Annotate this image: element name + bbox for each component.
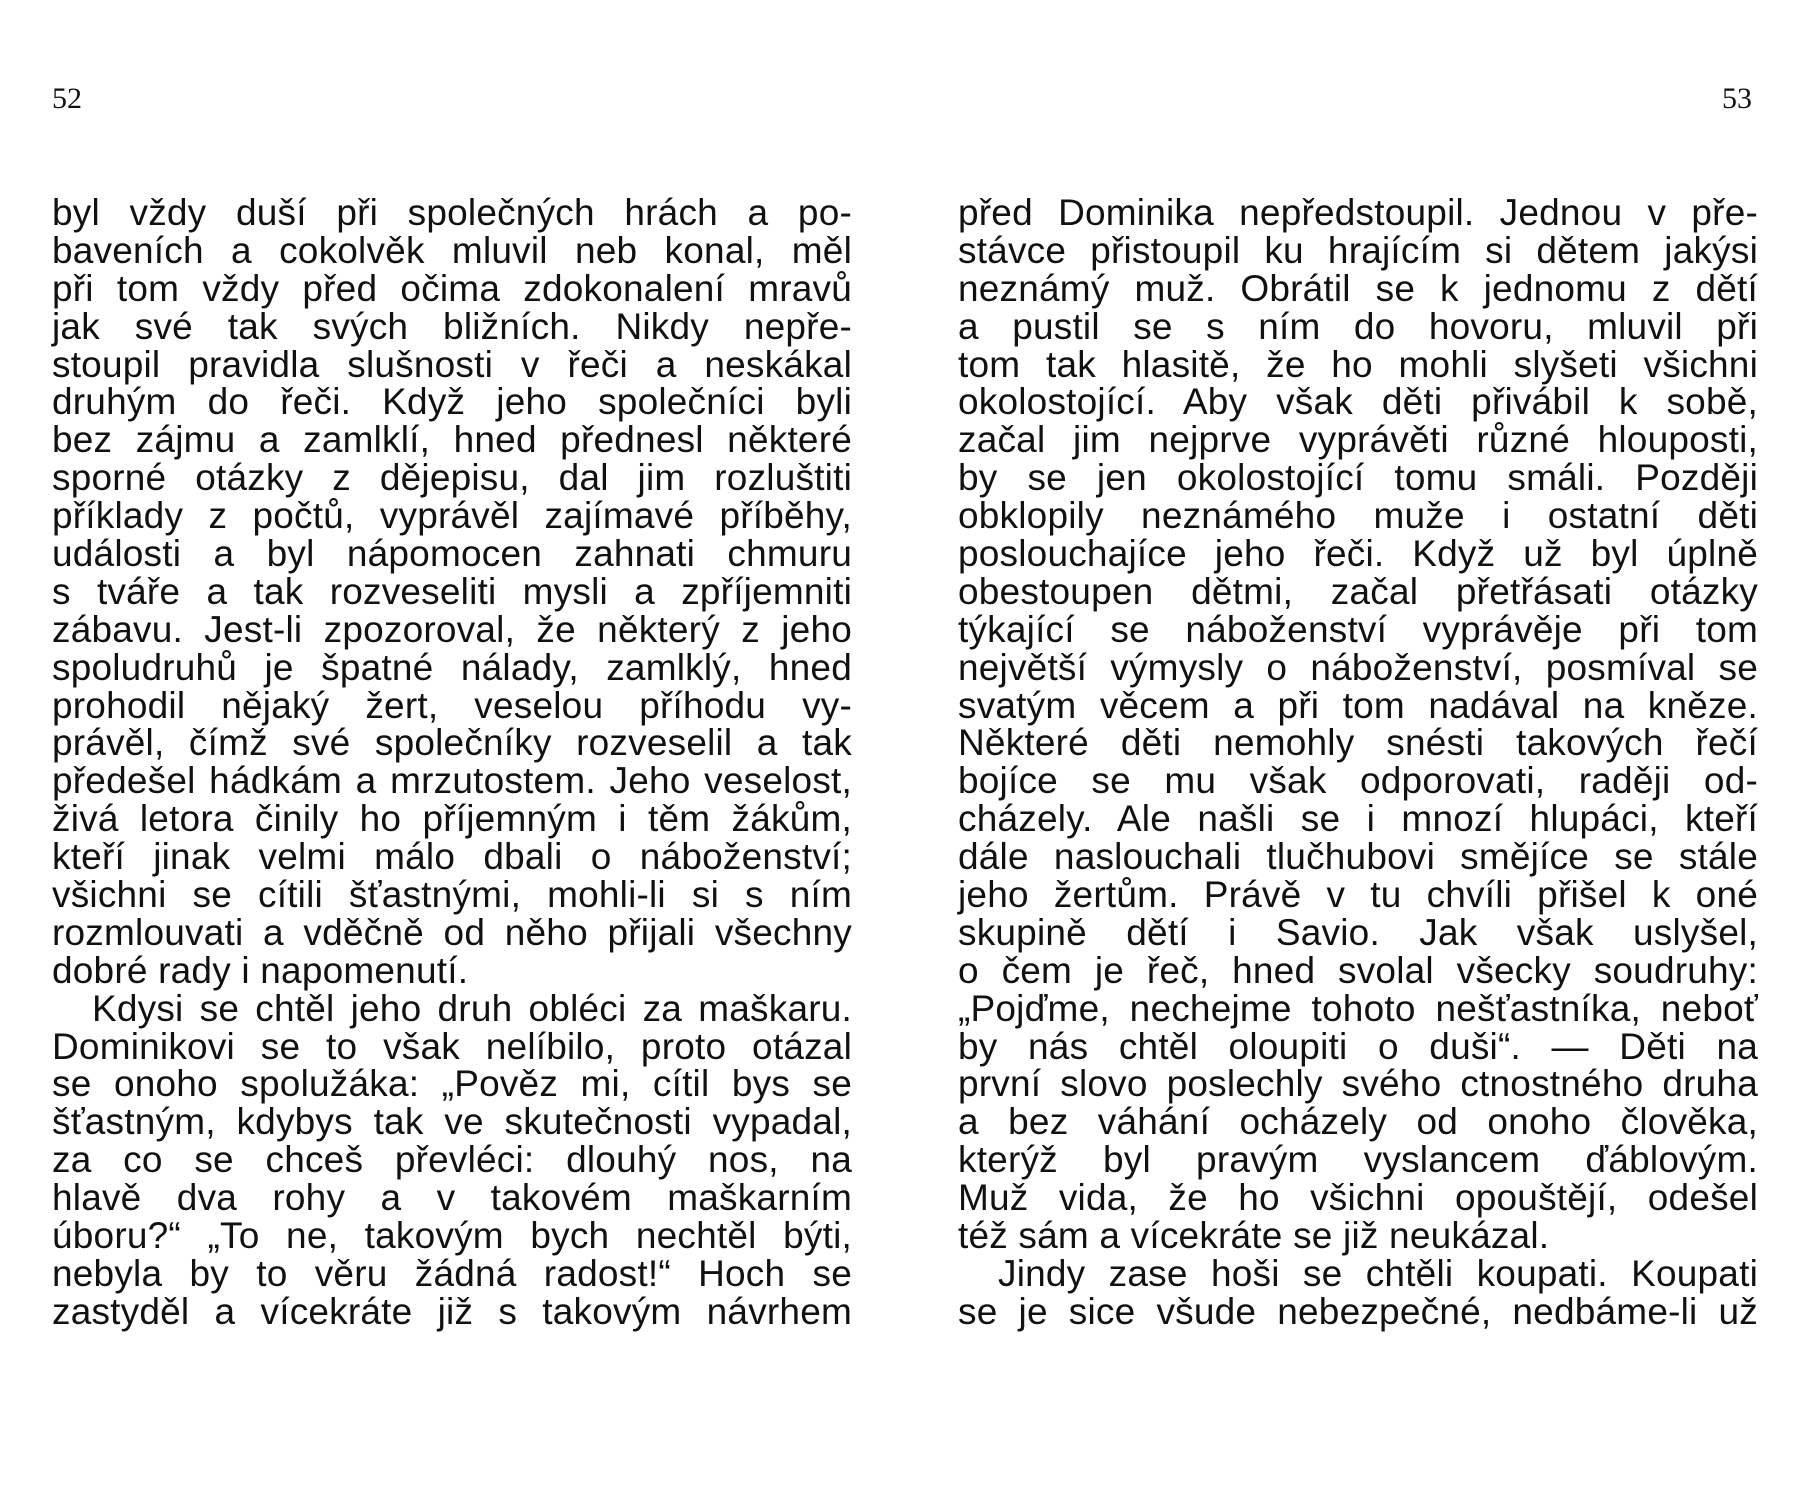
text-line: tom tak hlasitě, že ho mohli slyšeti všichni bbox=[958, 343, 1758, 385]
text-line: události a byl nápomocen zahnati chmuru bbox=[52, 533, 852, 575]
text-line: právěl, čímž své společníky rozveselil a tak bbox=[52, 722, 852, 764]
text-line: první slovo poslechly svého ctnostného druha bbox=[958, 1063, 1758, 1105]
text-line: Některé děti nemohly snésti takových řečí bbox=[958, 722, 1758, 764]
text-line: stoupil pravidla slušnosti v řeči a neskákal bbox=[52, 343, 852, 385]
left-page-text bbox=[52, 194, 852, 1331]
text-line: jeho žertům. Právě v tu chvíli přišel k oné bbox=[958, 874, 1758, 916]
text-line: jak své tak svých bližních. Nikdy nepře- bbox=[52, 305, 852, 347]
text-line: zastyděl a vícekráte již s takovým návrhem bbox=[52, 1290, 852, 1332]
text-line: skupině dětí i Savio. Jak však uslyšel, bbox=[958, 911, 1758, 953]
text-line: svatým věcem a při tom nadával na kněze. bbox=[958, 684, 1758, 726]
page-number-right: 53 bbox=[1722, 82, 1752, 115]
text-line: hlavě dva rohy a v takovém maškarním bbox=[52, 1177, 852, 1219]
text-line: Kdysi se chtěl jeho druh obléci za maškaru. bbox=[92, 987, 852, 1029]
text-line: sporné otázky z dějepisu, dal jim rozluštiti bbox=[52, 457, 852, 499]
text-line: bez zájmu a zamlklí, hned přednesl některé bbox=[52, 419, 852, 461]
text-line: největší výmysly o náboženství, posmíval se bbox=[958, 646, 1758, 688]
text-line: všichni se cítili šťastnými, mohli-li si s ním bbox=[52, 874, 852, 916]
text-line: úboru?“ „To ne, takovým bych nechtěl býti, bbox=[52, 1215, 852, 1257]
text-line: stávce přistoupil ku hrajícím si dětem jakýsi bbox=[958, 229, 1758, 271]
text-line: kterýž byl pravým vyslancem ďáblovým. bbox=[958, 1139, 1758, 1181]
text-line: neznámý muž. Obrátil se k jednomu z dětí bbox=[958, 267, 1758, 309]
text-line: by se jen okolostojící tomu smáli. Později bbox=[958, 457, 1758, 499]
text-line: „Pojďme, nechejme tohoto nešťastníka, neboť bbox=[958, 987, 1758, 1029]
text-line: spoludruhů je špatné nálady, zamlklý, hned bbox=[52, 646, 852, 688]
text-line: s tváře a tak rozveseliti mysli a zpříjemniti bbox=[52, 570, 852, 612]
page-number-left: 52 bbox=[52, 82, 82, 115]
text-line: týkající se náboženství vyprávěje při tom bbox=[958, 608, 1758, 650]
text-line: šťastným, kdybys tak ve skutečnosti vypadal, bbox=[52, 1101, 852, 1143]
text-line: druhým do řeči. Když jeho společníci byli bbox=[52, 381, 852, 423]
text-line: se onoho spolužáka: „Pověz mi, cítil bys se bbox=[52, 1063, 852, 1105]
right-page-text bbox=[958, 194, 1758, 1331]
text-line: bojíce se mu však odporovati, raději od- bbox=[958, 760, 1758, 802]
text-line: dobré rady i napomenutí. bbox=[52, 949, 469, 991]
text-line: a pustil se s ním do hovoru, mluvil při bbox=[958, 305, 1758, 347]
text-line: poslouchajíce jeho řeči. Když už byl úplně bbox=[958, 533, 1758, 575]
text-line: o čem je řeč, hned svolal všecky soudruhy: bbox=[958, 949, 1758, 991]
text-line: a bez váhání ocházely od onoho člověka, bbox=[958, 1101, 1758, 1143]
text-line: obklopily neznámého muže i ostatní děti bbox=[958, 495, 1758, 537]
text-line: při tom vždy před očima zdokonalení mravů bbox=[52, 267, 852, 309]
text-line: začal jim nejprve vyprávěti různé hlouposti, bbox=[958, 419, 1758, 461]
text-line: příklady z počtů, vyprávěl zajímavé příběhy, bbox=[52, 495, 852, 537]
text-line: živá letora činily ho příjemným i těm žákům, bbox=[52, 798, 852, 840]
text-line: baveních a cokolvěk mluvil neb konal, měl bbox=[52, 229, 852, 271]
text-line: Dominikovi se to však nelíbilo, proto otázal bbox=[52, 1025, 852, 1067]
text-line: rozmlouvati a vděčně od něho přijali všechny bbox=[52, 911, 852, 953]
text-line: též sám a vícekráte se již neukázal. bbox=[958, 1215, 1550, 1257]
text-line: se je sice všude nebezpečné, nedbáme-li už bbox=[958, 1290, 1758, 1332]
text-line: před Dominika nepředstoupil. Jednou v pře- bbox=[958, 192, 1758, 233]
text-line: Jindy zase hoši se chtěli koupati. Koupati bbox=[998, 1252, 1758, 1294]
text-line: obestoupen dětmi, začal přetřásati otázky bbox=[958, 570, 1758, 612]
text-line: dále naslouchali tlučhubovi smějíce se stále bbox=[958, 836, 1758, 878]
text-line: Muž vida, že ho všichni opouštějí, odešel bbox=[958, 1177, 1758, 1219]
text-line: by nás chtěl oloupiti o duši“. — Děti na bbox=[958, 1025, 1758, 1067]
text-line: zábavu. Jest-li zpozoroval, že některý z jeho bbox=[52, 608, 852, 650]
text-line: byl vždy duší při společných hrách a po- bbox=[52, 192, 852, 233]
text-line: cházely. Ale našli se i mnozí hlupáci, kteří bbox=[958, 798, 1758, 840]
text-line: nebyla by to věru žádná radost!“ Hoch se bbox=[52, 1252, 852, 1294]
text-line: kteří jinak velmi málo dbali o náboženství; bbox=[52, 836, 852, 878]
text-line: prohodil nějaký žert, veselou příhodu vy- bbox=[52, 684, 852, 726]
text-line: za co se chceš převléci: dlouhý nos, na bbox=[52, 1139, 852, 1181]
text-line: předešel hádkám a mrzutostem. Jeho veselost, bbox=[52, 760, 852, 802]
text-line: okolostojící. Aby však děti přivábil k sobě, bbox=[958, 381, 1758, 423]
